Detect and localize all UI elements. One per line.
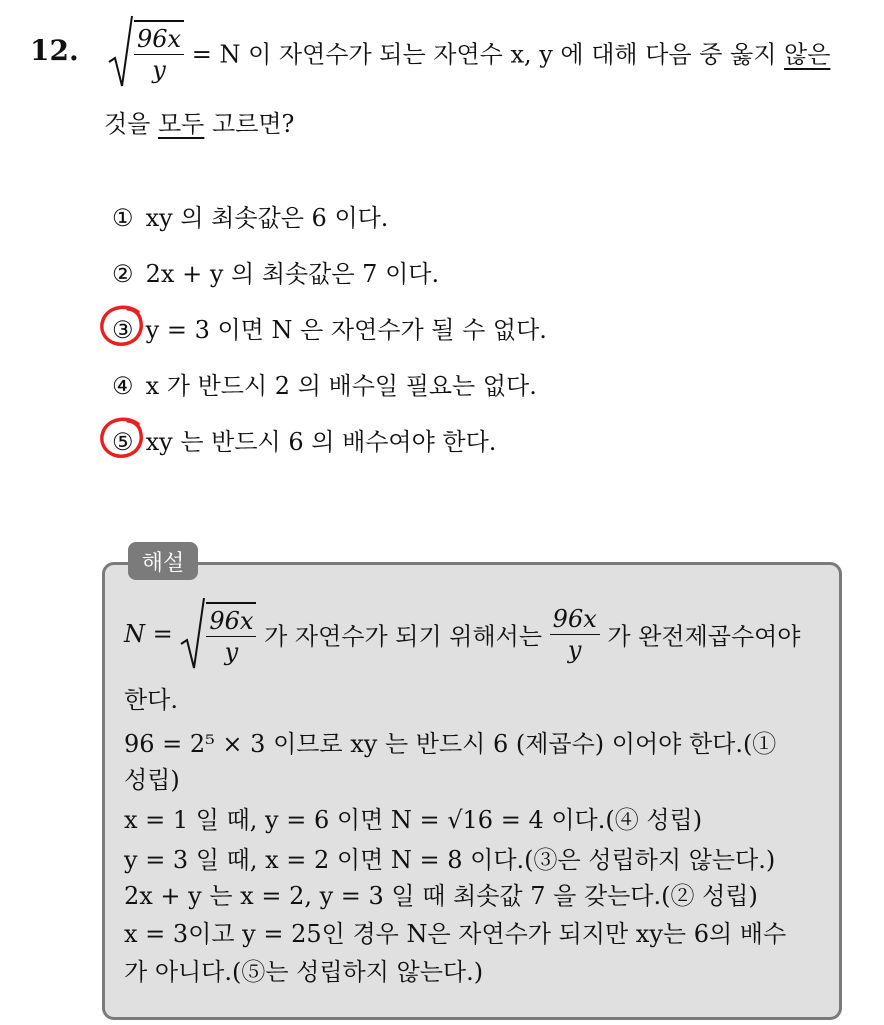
solution-sqrt bbox=[180, 596, 256, 672]
option-1[interactable] bbox=[112, 198, 388, 233]
stem-text-2a: 것을 bbox=[104, 110, 158, 138]
solution-text: 가 자연수가 되기 위해서는 bbox=[264, 622, 543, 651]
solution-line-7: 2x + y 는 x = 2, y = 3 일 때 최솟값 7 을 갖는다.(② 성립) bbox=[124, 882, 758, 910]
solution-fraction bbox=[206, 602, 256, 667]
option-5[interactable] bbox=[112, 422, 496, 457]
fraction-denominator: y bbox=[152, 55, 166, 84]
radical-sign bbox=[108, 14, 134, 90]
stem-text-2b: 고르면? bbox=[204, 110, 295, 138]
question-number: 12. bbox=[30, 34, 79, 67]
fraction-numerator: 96x bbox=[206, 606, 256, 637]
solution-text: 가 완전제곱수여야 bbox=[607, 622, 801, 651]
option-3[interactable] bbox=[112, 310, 547, 345]
red-circle-mark-icon bbox=[98, 304, 148, 350]
option-text: xy 는 반드시 6 의 배수여야 한다. bbox=[145, 428, 497, 456]
option-mark: ③ bbox=[112, 316, 134, 344]
solution-line-9: 가 아니다.(⑤는 성립하지 않는다.) bbox=[124, 958, 484, 986]
solution-line-8: x = 3이고 y = 25인 경우 N은 자연수가 되지만 xy는 6의 배수 bbox=[124, 920, 787, 948]
question-stem-line1 bbox=[108, 14, 830, 90]
fraction-denominator: y bbox=[567, 635, 582, 664]
solution-line-4: 성립) bbox=[124, 766, 180, 794]
stem-underlined-all: 모두 bbox=[158, 110, 205, 138]
option-mark: ⑤ bbox=[112, 428, 134, 456]
radical-sign bbox=[180, 596, 206, 672]
red-circle-mark-icon bbox=[98, 416, 148, 462]
solution-line-1 bbox=[124, 596, 801, 672]
option-mark: ④ bbox=[112, 372, 134, 400]
solution-n-equals: N = bbox=[124, 620, 173, 648]
solution-line-3: 96 = 2⁵ × 3 이므로 xy 는 반드시 6 (제곱수) 이어야 한다.(① bbox=[124, 730, 777, 758]
option-2[interactable] bbox=[112, 254, 439, 289]
fraction-denominator: y bbox=[224, 637, 239, 666]
option-text: 2x + y 의 최솟값은 7 이다. bbox=[145, 260, 440, 288]
option-text: y = 3 이면 N 은 자연수가 될 수 없다. bbox=[145, 316, 547, 344]
stem-underlined-not: 않은 bbox=[784, 40, 831, 69]
option-mark: ② bbox=[112, 260, 134, 288]
solution-fraction-2 bbox=[550, 604, 600, 665]
fraction-numerator: 96x bbox=[550, 604, 600, 635]
option-4[interactable] bbox=[112, 366, 537, 401]
solution-line-6: y = 3 일 때, x = 2 이면 N = 8 이다.(③은 성립하지 않는다.) bbox=[124, 846, 776, 874]
stem-text: = N 이 자연수가 되는 자연수 x, y 에 대해 다음 중 옳지 bbox=[191, 40, 785, 69]
fraction-numerator: 96x bbox=[134, 24, 184, 55]
solution-line-2: 한다. bbox=[124, 686, 178, 714]
sqrt-expression bbox=[108, 14, 184, 90]
solution-line-5: x = 1 일 때, y = 6 이면 N = √16 = 4 이다.(④ 성립) bbox=[124, 806, 703, 834]
option-text: x 가 반드시 2 의 배수일 필요는 없다. bbox=[145, 372, 537, 400]
stem-fraction bbox=[134, 20, 184, 85]
option-mark: ① bbox=[112, 204, 134, 232]
option-text: xy 의 최솟값은 6 이다. bbox=[145, 204, 389, 232]
question-stem-line2 bbox=[104, 104, 294, 139]
solution-tag: 해설 bbox=[128, 542, 198, 580]
